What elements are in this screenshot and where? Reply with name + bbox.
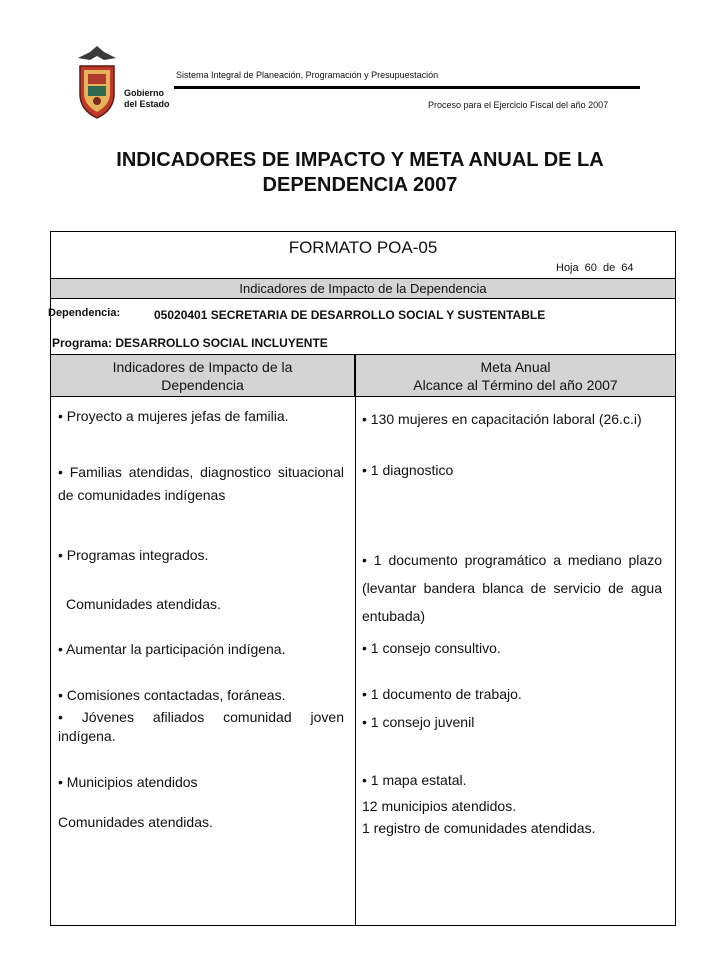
page-title	[60, 148, 660, 198]
column-divider	[355, 397, 356, 926]
indicator-item: • Familias atendidas, diagnostico situacional de comunidades indígenas	[58, 464, 344, 503]
indicator-item: • Proyecto a mujeres jefas de familia.	[58, 408, 289, 424]
goal-item: • 1 mapa estatal.	[362, 772, 467, 788]
column-header-goal-line2: Alcance al Término del año 2007	[413, 377, 618, 393]
government-label	[124, 88, 170, 110]
column-header-indicators	[50, 354, 355, 397]
system-name: Sistema Integral de Planeación, Programación y Presupuestación	[176, 70, 439, 80]
column-header-goal-line1: Meta Anual	[480, 359, 551, 375]
goal-item: • 130 mujeres en capacitación laboral (26.c.i)	[362, 411, 642, 427]
header-divider	[174, 86, 640, 89]
goal-item: • 1 diagnostico	[362, 462, 454, 478]
sheet-number: Hoja 60 de 64	[556, 262, 634, 274]
goal-item: 12 municipios atendidos.	[362, 798, 517, 814]
goal-item: • 1 consejo consultivo.	[362, 640, 501, 656]
dependencia-value: 05020401 SECRETARIA DE DESARROLLO SOCIAL Y SUSTENTABLE	[154, 308, 546, 322]
page-title-line2: DEPENDENCIA 2007	[262, 174, 458, 196]
government-label-line1: Gobierno	[124, 88, 164, 98]
goal-item: • 1 documento de trabajo.	[362, 686, 522, 702]
dependencia-label: Dependencia:	[48, 307, 121, 319]
indicator-item: • Municipios atendidos	[58, 774, 198, 790]
indicator-item: • Comisiones contactadas, foráneas.	[58, 687, 286, 703]
form-code: FORMATO POA-05	[288, 238, 438, 257]
column-header-goal	[355, 354, 676, 397]
indicator-item: Comunidades atendidas.	[66, 596, 221, 612]
column-header-indicators-line2: Dependencia	[161, 377, 244, 393]
indicator-item: Comunidades atendidas.	[58, 814, 213, 830]
government-label-line2: del Estado	[124, 99, 170, 109]
state-coat-of-arms-icon	[74, 44, 120, 120]
goal-item: • 1 consejo juvenil	[362, 714, 475, 730]
indicator-item: • Jóvenes afiliados comunidad joven indígena.	[58, 709, 344, 744]
indicator-item: • Programas integrados.	[58, 547, 209, 563]
goal-item: • 1 documento programático a mediano plazo (levantar bandera blanca de servicio de agua entubada)	[362, 552, 662, 624]
fiscal-process: Proceso para el Ejercicio Fiscal del año 2007	[428, 100, 609, 110]
column-header-indicators-line1: Indicadores de Impacto de la	[112, 359, 293, 375]
section-title: Indicadores de Impacto de la Dependencia	[50, 278, 676, 299]
indicator-item: • Aumentar la participación indígena.	[58, 641, 286, 657]
page-title-line1: INDICADORES DE IMPACTO Y META ANUAL DE LA	[116, 149, 604, 171]
programa-label: Programa: DESARROLLO SOCIAL INCLUYENTE	[52, 336, 328, 350]
goal-item: 1 registro de comunidades atendidas.	[362, 820, 596, 836]
